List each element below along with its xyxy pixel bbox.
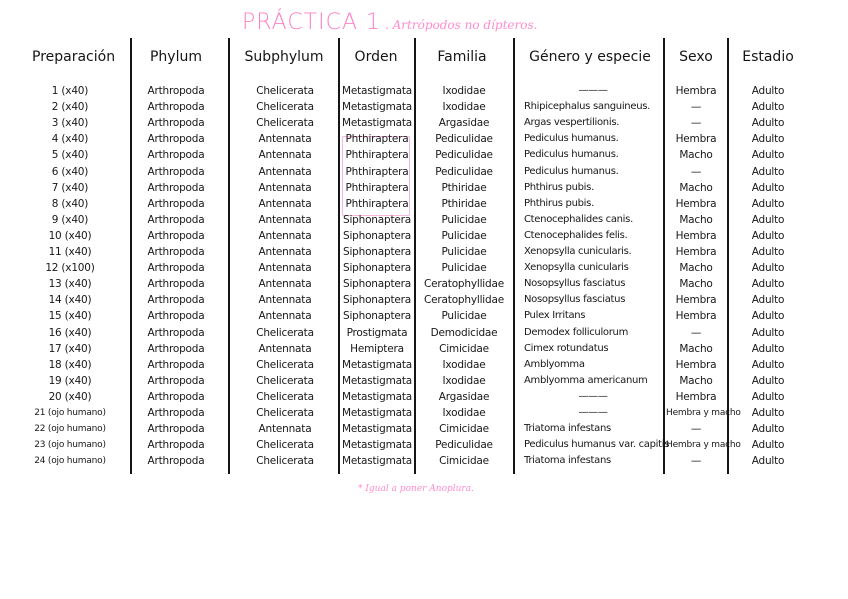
table-row: [0, 132, 848, 148]
cell-familia: Argasidae: [438, 390, 490, 403]
table-row: [0, 390, 848, 406]
cell-phylum: Arthropoda: [147, 262, 205, 275]
title-main: PRÁCTICA 1: [242, 10, 382, 35]
cell-phylum: Arthropoda: [147, 390, 205, 403]
cell-familia: Cimicidae: [439, 455, 489, 468]
cell-orden: Phthiraptera: [345, 197, 409, 210]
cell-orden: Phthiraptera: [345, 149, 409, 162]
table-row: [0, 326, 848, 342]
cell-orden: Metastigmata: [341, 455, 413, 468]
cell-familia: Cimicidae: [439, 342, 489, 355]
cell-familia: Pthiridae: [441, 197, 487, 210]
cell-subphylum: Antennata: [258, 342, 312, 355]
header-sexo: Sexo: [679, 49, 713, 65]
cell-preparacion: 10 (x40): [48, 229, 92, 242]
cell-phylum: Arthropoda: [147, 326, 205, 339]
table-row: [0, 165, 848, 181]
table-row: [0, 213, 848, 229]
cell-phylum: Arthropoda: [147, 455, 205, 468]
cell-sexo: Hembra: [675, 85, 717, 97]
cell-orden: Phthiraptera: [345, 181, 409, 194]
cell-genero-especie: Triatoma infestans: [524, 455, 611, 467]
cell-preparacion: 1 (x40): [51, 85, 89, 97]
cell-subphylum: Chelicerata: [256, 101, 314, 114]
cell-orden: Siphonaptera: [342, 213, 411, 226]
cell-familia: Pulicidae: [441, 229, 487, 242]
cell-phylum: Arthropoda: [147, 229, 205, 242]
cell-orden: Siphonaptera: [342, 229, 411, 242]
cell-preparacion: 20 (x40): [48, 390, 92, 403]
footnote: * Igual a poner Anoplura.: [358, 484, 474, 494]
cell-preparacion: 16 (x40): [48, 326, 92, 339]
cell-phylum: Arthropoda: [147, 246, 205, 258]
header-genero: Género y especie: [529, 49, 651, 65]
cell-genero-especie: Rhipicephalus sanguineus.: [524, 101, 651, 113]
cell-genero-especie: Argas vespertilionis.: [524, 117, 620, 129]
cell-orden: Phthiraptera: [345, 133, 409, 146]
cell-familia: Ixodidae: [442, 374, 486, 387]
cell-familia: Pthiridae: [441, 181, 487, 194]
cell-estadio: Adulto: [751, 149, 785, 162]
cell-subphylum: Chelicerata: [256, 85, 314, 97]
cell-estadio: Adulto: [751, 390, 785, 403]
cell-orden: Siphonaptera: [342, 278, 411, 291]
cell-phylum: Arthropoda: [147, 294, 205, 307]
header-preparacion: Preparación: [32, 49, 116, 65]
cell-subphylum: Chelicerata: [256, 439, 314, 452]
cell-preparacion: 23 (ojo humano): [34, 440, 106, 451]
cell-subphylum: Antennata: [258, 294, 312, 307]
table-row: [0, 116, 848, 132]
table-row: [0, 84, 848, 100]
cell-orden: Metastigmata: [341, 358, 413, 371]
cell-familia: Pediculidae: [435, 439, 493, 452]
cell-sexo: Macho: [679, 278, 713, 291]
cell-preparacion: 13 (x40): [48, 278, 92, 291]
cell-orden: Metastigmata: [341, 407, 413, 419]
cell-sexo: Macho: [679, 262, 713, 275]
cell-subphylum: Antennata: [258, 149, 312, 162]
cell-sexo: Hembra: [675, 246, 717, 258]
cell-familia: Pulicidae: [441, 213, 487, 226]
cell-sexo: Hembra: [675, 133, 717, 146]
cell-sexo: —: [690, 455, 702, 468]
cell-sexo: —: [690, 101, 702, 114]
cell-phylum: Arthropoda: [147, 358, 205, 371]
cell-genero-especie: Cimex rotundatus: [524, 342, 609, 354]
cell-estadio: Adulto: [751, 374, 785, 387]
cell-preparacion: 6 (x40): [51, 165, 89, 178]
cell-genero-especie: Demodex folliculorum: [524, 326, 629, 338]
cell-subphylum: Chelicerata: [256, 326, 314, 339]
cell-phylum: Arthropoda: [147, 213, 205, 226]
cell-familia: Cimicidae: [439, 423, 489, 436]
cell-preparacion: 3 (x40): [51, 117, 89, 130]
cell-estadio: Adulto: [751, 229, 785, 242]
cell-familia: Ixodidae: [442, 101, 486, 114]
cell-familia: Ixodidae: [442, 407, 486, 419]
cell-estadio: Adulto: [751, 407, 785, 419]
page-title: [242, 10, 537, 35]
cell-preparacion: 22 (ojo humano): [34, 424, 106, 435]
cell-subphylum: Antennata: [258, 213, 312, 226]
cell-genero-especie: Pulex Irritans: [524, 310, 586, 322]
cell-familia: Argasidae: [438, 117, 490, 130]
cell-estadio: Adulto: [751, 294, 785, 307]
cell-phylum: Arthropoda: [147, 439, 205, 452]
cell-subphylum: Chelicerata: [256, 358, 314, 371]
cell-orden: Hemiptera: [350, 342, 404, 355]
header-familia: Familia: [437, 49, 487, 65]
cell-preparacion: 2 (x40): [51, 101, 89, 114]
cell-subphylum: Antennata: [258, 165, 312, 178]
cell-genero-especie: Xenopsylla cunicularis.: [524, 246, 632, 257]
cell-preparacion: 17 (x40): [48, 342, 92, 355]
cell-familia: Pulicidae: [441, 246, 487, 258]
table-row: [0, 374, 848, 390]
cell-estadio: Adulto: [751, 197, 785, 210]
cell-genero-especie: Xenopsylla cunicularis: [524, 262, 629, 274]
cell-genero-especie: Pediculus humanus.: [524, 133, 619, 145]
cell-phylum: Arthropoda: [147, 423, 205, 436]
cell-phylum: Arthropoda: [147, 133, 205, 146]
cell-preparacion: 14 (x40): [48, 294, 92, 307]
table-row: [0, 100, 848, 116]
cell-sexo: Hembra y macho: [666, 440, 741, 451]
table-row: [0, 197, 848, 213]
cell-sexo: —: [690, 326, 702, 339]
cell-phylum: Arthropoda: [147, 117, 205, 130]
cell-estadio: Adulto: [751, 165, 785, 178]
cell-orden: Siphonaptera: [342, 294, 411, 307]
cell-sexo: —: [690, 165, 702, 178]
table-row: [0, 277, 848, 293]
cell-sexo: Macho: [679, 149, 713, 162]
table-row: [0, 438, 848, 454]
cell-sexo: Hembra: [675, 390, 717, 403]
cell-genero-especie: Amblyomma: [524, 358, 585, 370]
cell-familia: Ceratophyllidae: [424, 278, 504, 291]
cell-sexo: Hembra: [675, 294, 717, 307]
table-row: [0, 181, 848, 197]
cell-familia: Ixodidae: [442, 358, 486, 371]
table-row: [0, 293, 848, 309]
cell-genero-especie: Pediculus humanus var. capitis: [524, 439, 670, 451]
cell-orden: Phthiraptera: [345, 165, 409, 178]
table-row: [0, 422, 848, 438]
cell-preparacion: 18 (x40): [48, 358, 92, 371]
cell-subphylum: Antennata: [258, 197, 312, 210]
cell-estadio: Adulto: [751, 310, 785, 323]
cell-subphylum: Antennata: [258, 229, 312, 242]
cell-subphylum: Antennata: [258, 181, 312, 194]
cell-sexo: Macho: [679, 181, 713, 194]
cell-orden: Metastigmata: [341, 439, 413, 452]
cell-genero-especie: Phthirus pubis.: [524, 181, 594, 193]
cell-orden: Prostigmata: [346, 326, 408, 339]
cell-subphylum: Chelicerata: [256, 455, 314, 468]
header-subphylum: Subphylum: [244, 49, 324, 65]
cell-subphylum: Antennata: [258, 133, 312, 146]
cell-estadio: Adulto: [751, 246, 785, 258]
cell-familia: Pediculidae: [435, 149, 493, 162]
cell-familia: Pulicidae: [441, 262, 487, 275]
cell-genero-especie: ———: [578, 407, 608, 418]
cell-preparacion: 7 (x40): [51, 181, 89, 194]
table-row: [0, 309, 848, 325]
cell-orden: Metastigmata: [341, 423, 413, 436]
cell-subphylum: Antennata: [258, 262, 312, 275]
cell-subphylum: Chelicerata: [256, 374, 314, 387]
table-row: [0, 148, 848, 164]
cell-subphylum: Antennata: [258, 423, 312, 436]
cell-estadio: Adulto: [751, 85, 785, 97]
cell-subphylum: Chelicerata: [256, 117, 314, 130]
table-row: [0, 454, 848, 470]
cell-estadio: Adulto: [751, 117, 785, 130]
cell-genero-especie: ———: [578, 85, 608, 96]
cell-subphylum: Antennata: [258, 310, 312, 323]
cell-estadio: Adulto: [751, 278, 785, 291]
cell-estadio: Adulto: [751, 423, 785, 436]
cell-familia: Pediculidae: [435, 133, 493, 146]
cell-estadio: Adulto: [751, 455, 785, 468]
cell-genero-especie: Phthirus pubis.: [524, 197, 594, 209]
cell-phylum: Arthropoda: [147, 197, 205, 210]
cell-genero-especie: Ctenocephalides canis.: [524, 213, 633, 225]
cell-phylum: Arthropoda: [147, 278, 205, 291]
cell-genero-especie: Triatoma infestans: [524, 423, 611, 435]
cell-estadio: Adulto: [751, 262, 785, 275]
cell-genero-especie: Nosopsyllus fasciatus: [524, 294, 626, 306]
cell-estadio: Adulto: [751, 213, 785, 226]
cell-sexo: —: [690, 423, 702, 436]
cell-phylum: Arthropoda: [147, 407, 205, 419]
cell-preparacion: 5 (x40): [51, 149, 89, 162]
cell-genero-especie: Pediculus humanus.: [524, 149, 619, 161]
table-row: [0, 229, 848, 245]
table-row: [0, 358, 848, 374]
cell-estadio: Adulto: [751, 181, 785, 194]
cell-orden: Metastigmata: [341, 374, 413, 387]
cell-phylum: Arthropoda: [147, 310, 205, 323]
cell-phylum: Arthropoda: [147, 165, 205, 178]
cell-phylum: Arthropoda: [147, 342, 205, 355]
header-orden: Orden: [354, 49, 398, 65]
cell-estadio: Adulto: [751, 133, 785, 146]
cell-familia: Demodicidae: [430, 326, 498, 339]
cell-orden: Siphonaptera: [342, 246, 411, 258]
cell-preparacion: 12 (x100): [45, 262, 95, 275]
cell-sexo: Hembra y macho: [666, 408, 741, 418]
cell-orden: Metastigmata: [341, 117, 413, 130]
header-phylum: Phylum: [149, 49, 202, 65]
cell-estadio: Adulto: [751, 439, 785, 452]
cell-familia: Pulicidae: [441, 310, 487, 323]
cell-preparacion: 4 (x40): [51, 133, 89, 146]
table-row: [0, 245, 848, 261]
cell-estadio: Adulto: [751, 342, 785, 355]
cell-genero-especie: Ctenocephalides felis.: [524, 229, 628, 241]
cell-sexo: Hembra: [675, 197, 717, 210]
cell-subphylum: Antennata: [258, 278, 312, 291]
cell-sexo: Hembra: [675, 358, 717, 371]
cell-genero-especie: ———: [578, 390, 608, 402]
cell-sexo: Hembra: [675, 310, 717, 323]
cell-sexo: Hembra: [675, 229, 717, 242]
cell-sexo: Macho: [679, 342, 713, 355]
cell-phylum: Arthropoda: [147, 181, 205, 194]
cell-preparacion: 11 (x40): [48, 246, 92, 258]
cell-familia: Ixodidae: [442, 85, 486, 97]
cell-estadio: Adulto: [751, 326, 785, 339]
title-subtitle: . Artrópodos no dípteros.: [385, 18, 538, 32]
cell-phylum: Arthropoda: [147, 101, 205, 114]
cell-preparacion: 15 (x40): [48, 310, 92, 323]
cell-orden: Siphonaptera: [342, 310, 411, 323]
cell-orden: Siphonaptera: [342, 262, 411, 275]
cell-preparacion: 8 (x40): [51, 197, 89, 210]
table-row: [0, 406, 848, 422]
cell-subphylum: Chelicerata: [256, 407, 314, 419]
cell-familia: Ceratophyllidae: [424, 294, 504, 307]
cell-preparacion: 24 (ojo humano): [34, 456, 106, 467]
cell-phylum: Arthropoda: [147, 85, 205, 97]
cell-genero-especie: Amblyomma americanum: [524, 374, 648, 386]
cell-phylum: Arthropoda: [147, 374, 205, 387]
cell-sexo: Macho: [679, 374, 713, 387]
cell-subphylum: Chelicerata: [256, 390, 314, 403]
table-row: [0, 261, 848, 277]
cell-genero-especie: Nosopsyllus fasciatus: [524, 278, 626, 290]
table-row: [0, 342, 848, 358]
cell-orden: Metastigmata: [341, 85, 413, 97]
cell-subphylum: Antennata: [258, 246, 312, 258]
cell-genero-especie: Pediculus humanus.: [524, 165, 619, 177]
header-estadio: Estadio: [742, 49, 794, 65]
cell-preparacion: 9 (x40): [51, 213, 89, 226]
cell-orden: Metastigmata: [341, 101, 413, 114]
cell-preparacion: 21 (ojo humano): [34, 408, 106, 418]
cell-preparacion: 19 (x40): [48, 374, 92, 387]
cell-estadio: Adulto: [751, 358, 785, 371]
cell-familia: Pediculidae: [435, 165, 493, 178]
cell-sexo: Macho: [679, 213, 713, 226]
cell-orden: Metastigmata: [341, 390, 413, 403]
cell-estadio: Adulto: [751, 101, 785, 114]
cell-sexo: —: [690, 117, 702, 130]
cell-phylum: Arthropoda: [147, 149, 205, 162]
